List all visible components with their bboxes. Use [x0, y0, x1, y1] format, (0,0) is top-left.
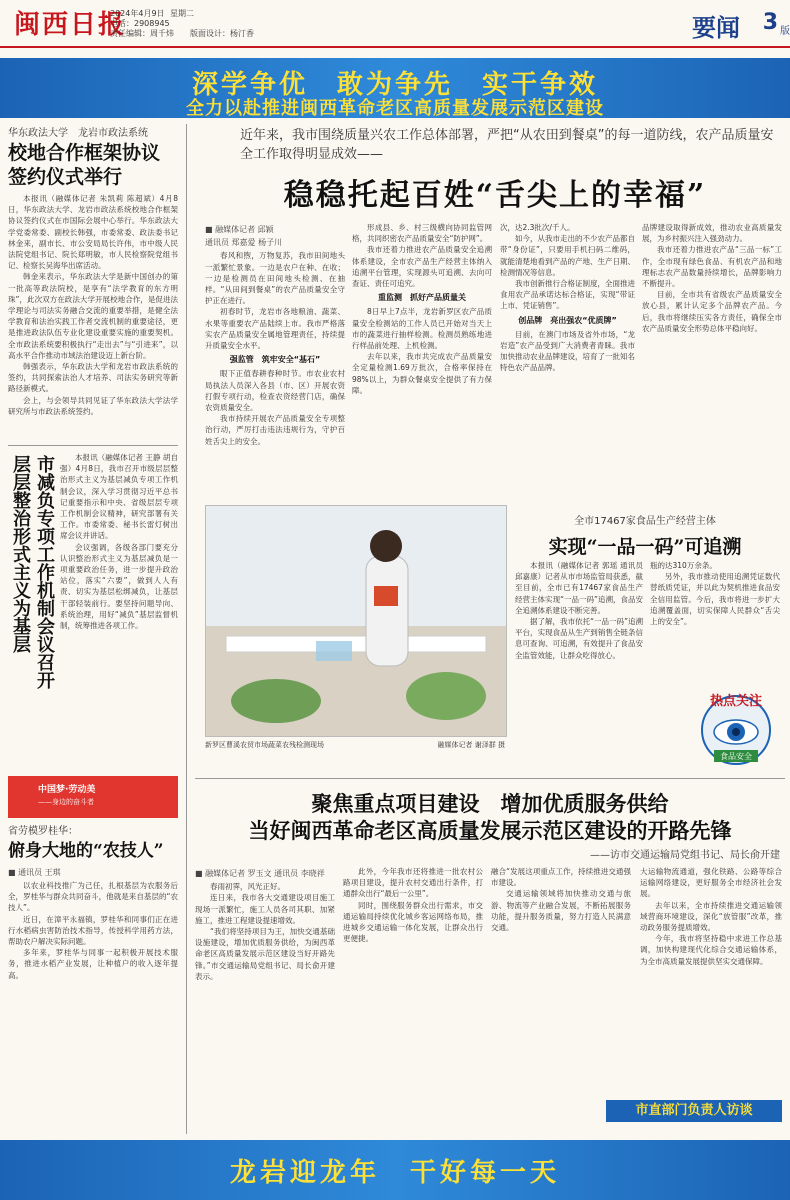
photo-caption: [205, 740, 505, 750]
main-byline: ■ 融媒体记者 邱颖: [205, 225, 274, 234]
paragraph: 本报讯（融媒体记者 郭瑶 通讯员 邱嘉康）记者从市市场监管局获悉，截至目前，全市已有17467家食品生产经营主体实现“一品一码”追溯，食品安全追溯体系建设不断完善。: [515, 561, 643, 615]
main-headline: 稳稳托起百姓“舌尖上的幸福”: [283, 178, 707, 213]
badge-title: 热点关注: [709, 694, 762, 709]
paragraph: 春风和煦，万物复苏，我市田间地头一派繁忙景象。一边是农户在种、在收；一边是检测员在田间地头检测、在抽样。“从田间到餐桌”的农产品质量安全守护正在进行。: [205, 251, 345, 306]
hot-focus-badge: [696, 688, 776, 768]
paragraph: 连日来，我市各大交通建设项目施工现场一派繁忙，施工人员各司其职、加紧施工，推进工程建设提速增效。: [195, 893, 335, 925]
feature-subheadline: ——访市交通运输局党组书记、局长俞开建: [590, 850, 780, 861]
phone-line: 电话：2908945: [110, 19, 170, 28]
paragraph: 另外，我市推动使用追溯凭证数代替纸质凭证，并以此为契机推进食品安全信用监管。今后，我市将进一步扩大追溯覆盖面，切实保障人民群众“舌尖上的安全”。: [650, 572, 780, 627]
main-subhead-1: 强监管 筑牢安全“基石”: [229, 355, 321, 365]
paragraph: 会议强调，各级各部门要充分认识整治形式主义为基层减负是一项重要政治任务，进一步提升政治站位，落实“六要”，做到人人有责、切实为基层松绑减负，让基层干部轻装前行。要坚持问题导向、系统治理，用好“减负”基层监督机制，统筹推进各项工作。: [60, 542, 178, 631]
left-article-1-headline-line1: 校地合作框架协议: [8, 142, 161, 164]
left-article-2-headline-part2: 市减负专项工作机制会议召开: [34, 455, 55, 689]
series-tag-title: 中国梦·劳动美: [38, 785, 96, 795]
left-article-2-headline-col2: [34, 455, 54, 765]
left-article-1-headline: [8, 141, 178, 189]
divider: [8, 445, 178, 446]
paragraph: 眼下正值春耕春种时节。市农业农村局执法人员深入各县（市、区）开展农资打假专项行动，检查农资经营门店，确保农资质量安全。: [205, 369, 345, 413]
paragraph: 以农业科技推广为己任，扎根基层为农服务后全，罗桂华与群众共同奋斗，他就是来自基层的“农技人”。: [8, 881, 178, 913]
left-article-2-body: [60, 452, 178, 770]
series-tag-subtitle: ——身边的奋斗者: [38, 798, 94, 806]
paragraph: 8日早上7点半，龙岩新罗区农产品质量安全检测站的工作人员已开始对当天上市的蔬菜进行抽样检测。检测员熟练地进行样品前处理、上机检测。: [352, 307, 492, 351]
paragraph: 去年以来，全市持续推进交通运输领域营商环境建设，深化“放管服”改革，推动政务服务提质增效。: [640, 900, 782, 933]
newspaper-logo: 闽西日报: [14, 10, 127, 40]
paragraph: 今年，我市将坚持稳中求进工作总基调，加快构建现代化综合交通运输体系，为全市高质量发展提供坚实交通保障。: [640, 934, 782, 966]
side-article-headline: 实现“一品一码”可追溯: [548, 536, 742, 558]
series-tag: [8, 776, 178, 818]
left-article-1-headline-line2: 签约仪式举行: [8, 166, 123, 188]
paragraph: 次，达2.3批次/千人。: [500, 223, 575, 232]
left-series-byline: ■ 通讯员 王琪: [8, 868, 61, 877]
paragraph: 形成县、乡、村三级横向协同监管网格，共同织密农产品质量安全“防护网”。: [352, 223, 492, 244]
photo-caption-text: 新罗区曹溪农贸市场蔬菜农残检测现场: [205, 741, 324, 749]
left-article-2-headline-part1: 层层整治形式主义为基层: [10, 455, 31, 653]
paragraph: “我们将坚持项目为王，加快交通基础设施建设，增加优质服务供给，为闽西革命老区高质量发展示范区建设当好开路先锋。”市交通运输局党组书记、局长俞开建表示。: [195, 927, 335, 981]
top-banner-line1: 深学争优 敢为争先 实干争效: [191, 70, 598, 100]
paragraph: 我市持续开展农产品质量安全专项整治行动，严厉打击违法违规行为，守护百姓舌尖上的安全。: [205, 414, 345, 446]
feature-col-1: [195, 866, 335, 1131]
feature-col-4: [640, 866, 782, 1094]
page-ban-label: 版: [780, 26, 790, 37]
paragraph: 多年来，罗桂华与同事一起积极开展技术服务，推进水稻产业发展，让种植户的收入逐年提高。: [8, 948, 178, 980]
footer-banner-text: 龙岩迎龙年 干好每一天: [229, 1158, 560, 1188]
left-series-body: [8, 880, 178, 1150]
paragraph: 我市还着力推进农产品质量安全追溯体系建设，全市农产品生产经营主体纳入追溯平台管理，实现源头可追溯、去向可查证、责任可追究。: [352, 245, 492, 289]
left-article-2-headline: [10, 455, 30, 765]
side-article-col-1: [515, 560, 643, 765]
left-article-1-body: [8, 193, 178, 478]
main-subhead-2: 重监测 抓好产品质量关: [378, 293, 466, 303]
column-divider: [186, 124, 187, 1134]
side-article-col-2: [650, 560, 780, 680]
designer-line: 版面设计：杨汀香: [190, 29, 254, 38]
issue-weekday: 星期二: [170, 9, 194, 18]
issue-date: 2024年4月9日: [110, 9, 165, 18]
paragraph: 本报讯（融媒体记者 朱凯莉 陈超斌）4月8日，华东政法大学、龙岩市政法系统校地合作框架协议签约仪式在市国际会展中心举行。华东政法大学党委常委、副校长韩强，市委常委、政法委书记林金来，副市长、市公安局局长许伟，市中级人民法院党组书记、院长郑明敏，市人民检察院党组书记、检察长吴海华出席活动。: [8, 194, 178, 271]
paragraph: 韩金来表示，华东政法大学是新中国创办的第一批高等政法院校，是享有“法学教育的东方明珠”，此次双方在政法大学开展校地合作，是促进法学理论与司法实务融合交流的重要举措，是健全法学教育和法治实践工作者交流机制的重要途径，更是推进政法队伍专业化建设重要实施的重要契机。全市政法系统要积极执行“走出去”与“引进来”，以高水平合作推动市域法治建设迈上新台阶。: [8, 272, 178, 360]
top-banner-line2: 全力以赴推进闽西革命老区高质量发展示范区建设: [186, 98, 604, 119]
left-series-article: [8, 822, 178, 1150]
main-lead-text: 近年来，我市围绕质量兴农工作总体部署，严把“从农田到餐桌”的每一道防线，农产品质量安全工作取得明显成效——: [240, 128, 774, 162]
feature-col-3: [491, 866, 631, 1131]
paragraph: 融合“发展这项重点工作，持续推进交通强市建设。: [491, 867, 631, 888]
paragraph: 目前，在澳门市场及省外市场，“龙岩造”农产品受到广大消费者青睐。我市加快推动农业品牌建设，培育了一批知名特色农产品品牌。: [500, 329, 635, 373]
paragraph: 本报讯（融媒体记者 王静 胡自强）4月8日，我市召开市级层层整治形式主义为基层减负专项工作机制会议，深入学习贯彻习近平总书记重要指示和中央、省级层层专项工作机制会议精神，研究部署有关工作。市委常委、秘书长雷灯树出席会议并讲话。: [60, 453, 178, 541]
left-article-1: [8, 124, 178, 478]
paragraph: 春雨初霁，风光正好。: [210, 882, 285, 892]
paragraph: 大运输物流通道，强化铁路、公路等综合运输网络建设，更好服务全市经济社会发展。: [640, 867, 782, 899]
feature-byline: ■ 融媒体记者 罗玉文 通讯员 李晓祥: [195, 869, 325, 878]
photo-credit: 融媒体记者 谢泽群 摄: [437, 741, 505, 749]
paragraph: 韩强表示，华东政法大学和龙岩市政法系统的签约，共同探索法治人才培养、司法实务研究等新路径新模式。: [8, 362, 178, 394]
side-article-kicker: 全市17467家食品生产经营主体: [574, 516, 716, 527]
paragraph: 瓶的达310万余条。: [650, 561, 717, 570]
left-series-kicker: 省劳模罗桂华：: [8, 826, 78, 837]
page-number: 3: [762, 10, 778, 35]
photo-illustration: [206, 506, 506, 736]
paragraph: 去年以来，我市共完成农产品质量安全定量检测1.69万批次，合格率保持在98%以上，为群众餐桌安全提供了有力保障。: [352, 352, 492, 395]
news-photo: [205, 505, 507, 737]
paragraph: 如今，从我市走出的不少农产品都自带“身份证”，只要用手机扫码二维码，就能清楚地看到产品的产地、生产日期、检测情况等信息。: [500, 234, 635, 277]
interview-series-tag: 市直部门负责人访谈: [606, 1100, 782, 1122]
main-byline-2: 通讯员 郑嘉爱 杨子川: [205, 238, 283, 248]
editor-line: 责任编辑：周千炜: [110, 29, 174, 38]
main-col-4: [642, 222, 782, 502]
paragraph: 会上，与会领导共同见证了华东政法大学法学研究所与市政法系统签约。: [8, 395, 178, 416]
divider: [195, 778, 785, 779]
paragraph: 交通运输领域将加快推动交通与旅游、物流等产业融合发展，不断拓展服务功能，提升服务质量，努力打造人民满意交通。: [491, 889, 631, 933]
badge-subtitle: 食品安全: [720, 752, 752, 761]
main-col-1: [205, 222, 345, 502]
paragraph: 目前，全市共有省级农产品质量安全放心县，累计认定多个品牌农产品。今后，我市将继续压实各方责任，确保全市农产品质量安全形势总体平稳向好。: [642, 290, 782, 333]
paragraph: 品牌建设取得新成效，推动农业高质量发展，为乡村振兴注入强劲动力。: [642, 223, 782, 244]
feature-col-2: [343, 866, 483, 1131]
paragraph: 我市创新推行合格证制度，全面推进食用农产品承诺达标合格证，实现“带证上市、凭证销售”。: [500, 279, 635, 311]
paragraph: 近日，在漳平永福镇，罗桂华和同事们正在进行水稻病虫害防治技术指导，传授科学用药方法，帮助农户解决实际问题。: [8, 914, 178, 947]
feature-headline-2: 当好闽西革命老区高质量发展示范区建设的开路先锋: [248, 818, 732, 843]
section-title: 要闻: [692, 14, 740, 42]
paragraph: 初春时节，龙岩市各地粮油、蔬菜、水果等重要农产品陆续上市。我市严格落实农产品质量安全属地管理责任，持续提升质量安全水平。: [205, 307, 345, 351]
feature-headline-1: 聚焦重点项目建设 增加优质服务供给: [311, 791, 669, 816]
paragraph: 此外，今年我市还将推进一批农村公路项目建设，提升农村交通出行条件，打通群众出行“最后一公里”。: [343, 867, 483, 899]
paragraph: 据了解，我市依托“一品一码”追溯平台，实现食品从生产到销售全链条信息可查询、可追溯，有效提升了食品安全监管效能，让群众吃得放心。: [515, 617, 643, 660]
left-series-headline: 俯身大地的“农技人”: [8, 841, 164, 861]
main-col-2: [352, 222, 492, 502]
paragraph: 我市还着力推进农产品“三品一标”工作，全市现有绿色食品、有机农产品和地理标志农产品数量持续增长，品牌影响力不断提升。: [642, 245, 782, 289]
paragraph: 同时，围绕服务群众出行需求，市交通运输局持续优化城乡客运网络布局，推进城乡交通运输一体化发展，让群众出行更便捷。: [343, 900, 483, 944]
left-article-1-kicker: 华东政法大学 龙岩市政法系统: [8, 128, 148, 139]
main-subhead-3: 创品牌 亮出强农“优质牌”: [518, 315, 617, 325]
main-col-3: [500, 222, 635, 502]
